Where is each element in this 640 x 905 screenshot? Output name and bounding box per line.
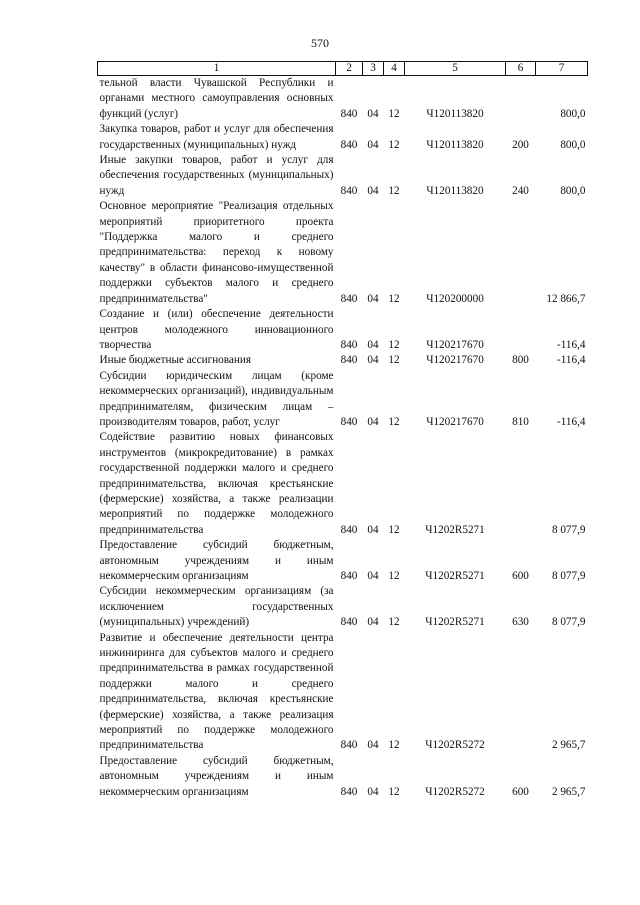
section-code: 04 (367, 415, 379, 428)
amount: 8 077,9 (551, 570, 586, 582)
table-row (98, 584, 588, 630)
section-code: 04 (367, 570, 379, 582)
ministry-code: 840 (340, 570, 358, 582)
page-number: 570 (311, 36, 329, 50)
expense-type-code: 600 (512, 570, 529, 582)
expense-type-code: 630 (512, 616, 529, 629)
subsection-code: 12 (388, 415, 400, 428)
table-row (98, 199, 588, 307)
target-article-code: Ч1202R5271 (425, 523, 485, 536)
amount: 800,0 (560, 138, 586, 151)
ministry-code: 840 (340, 523, 358, 536)
column-header-4: 4 (384, 62, 405, 76)
row-description: Создание и (или) обеспечение деятельности центров молодежного инновационного творчества (99, 308, 334, 351)
target-article-code: Ч1202R5271 (425, 570, 485, 582)
table-row (98, 76, 588, 123)
row-description: Закупка товаров, работ и услуг для обеспечения государственных (муниципальных) нужд (99, 123, 334, 151)
row-description: Содействие развитию новых финансовых инструментов (микрокредитование) в рамках государственной поддержки малого и среднего предпринимательства, включая крестьянские (фермерские) хозяйства, а также реализации мероприятий по поддержке молодежного предпринимательства (99, 431, 334, 536)
column-header-6: 6 (506, 62, 536, 76)
expense-type-code: 200 (512, 138, 529, 151)
ministry-code: 840 (340, 292, 358, 305)
table-body (98, 76, 588, 801)
subsection-code: 12 (388, 570, 400, 582)
ministry-code: 840 (340, 138, 358, 151)
subsection-code: 12 (388, 292, 400, 305)
column-header-2: 2 (336, 62, 363, 76)
expense-type-code (506, 307, 536, 353)
expense-type-code (506, 76, 536, 123)
target-article-code: Ч120200000 (426, 292, 484, 305)
table-row (98, 538, 588, 584)
section-code: 04 (367, 739, 379, 752)
column-header-5: 5 (405, 62, 506, 76)
table-row (98, 369, 588, 431)
amount: 8 077,9 (551, 616, 586, 629)
amount: 2 965,7 (551, 785, 586, 798)
table-row (98, 122, 588, 153)
subsection-code: 12 (388, 616, 400, 629)
subsection-code: 12 (388, 523, 400, 536)
table-row (98, 153, 588, 199)
amount: 12 866,7 (546, 292, 586, 305)
section-code: 04 (367, 616, 379, 629)
section-code: 04 (367, 184, 379, 197)
ministry-code: 840 (340, 415, 358, 428)
amount: 800,0 (560, 107, 586, 120)
table-row (98, 353, 588, 368)
column-header-3: 3 (363, 62, 384, 76)
target-article-code: Ч1202R5272 (425, 739, 485, 752)
section-code: 04 (367, 785, 379, 798)
subsection-code: 12 (388, 785, 400, 798)
target-article-code: Ч120113820 (426, 107, 484, 120)
ministry-code: 840 (340, 739, 358, 752)
row-description: тельной власти Чувашской Республики и органами местного самоуправления основных функций (услуг) (99, 77, 334, 120)
ministry-code: 840 (340, 107, 358, 120)
row-description: Иные бюджетные ассигнования (99, 354, 251, 367)
table-row (98, 754, 588, 800)
ministry-code: 840 (340, 616, 358, 629)
expense-type-code: 800 (512, 354, 529, 367)
target-article-code: Ч120113820 (426, 184, 484, 197)
row-description: Основное мероприятие "Реализация отдельных мероприятий приоритетного проекта "Поддержка малого и среднего предпринимательства: переход к новому качеству" в области финансово-имущественной поддержки субъектов малого и среднего предпринимательства" (99, 200, 334, 305)
column-header-7: 7 (536, 62, 588, 76)
table-header (98, 62, 588, 76)
header-row (98, 62, 588, 76)
ministry-code: 840 (340, 184, 358, 197)
target-article-code: Ч120113820 (426, 138, 484, 151)
expense-type-code (506, 430, 536, 538)
target-article-code: Ч120217670 (426, 338, 484, 351)
subsection-code: 12 (388, 107, 400, 120)
row-description: Развитие и обеспечение деятельности центра инжиниринга для субъектов малого и среднего предпринимательства в рамках государственной поддержки малого и среднего предпринимательства, включая крестьянские (фермерские) хозяйства, а также реализация мероприятий по поддержке молодежного предпринимательства (99, 631, 334, 752)
expense-type-code: 810 (512, 415, 529, 428)
amount: 8 077,9 (551, 523, 586, 536)
amount: -116,4 (557, 338, 586, 351)
subsection-code: 12 (388, 184, 400, 197)
target-article-code: Ч1202R5271 (425, 616, 485, 629)
amount: 2 965,7 (551, 739, 586, 752)
section-code: 04 (367, 292, 379, 305)
section-code: 04 (367, 338, 379, 351)
target-article-code: Ч120217670 (426, 354, 484, 367)
section-code: 04 (367, 138, 379, 151)
column-header-1: 1 (98, 62, 336, 76)
row-description: Предоставление субсидий бюджетным, автономным учреждениям и иным некоммерческим организациям (99, 754, 334, 798)
table-row (98, 307, 588, 353)
section-code: 04 (367, 523, 379, 536)
row-description: Предоставление субсидий бюджетным, автономным учреждениям и иным некоммерческим организациям (99, 539, 334, 582)
expense-type-code (506, 631, 536, 754)
ministry-code: 840 (340, 785, 358, 798)
row-description: Иные закупки товаров, работ и услуг для обеспечения государственных (муниципальных) нужд (99, 154, 334, 197)
ministry-code: 840 (340, 354, 358, 367)
subsection-code: 12 (388, 739, 400, 752)
ministry-code: 840 (340, 338, 358, 351)
target-article-code: Ч120217670 (426, 415, 484, 428)
table-row (98, 430, 588, 538)
amount: 800,0 (560, 184, 586, 197)
subsection-code: 12 (388, 138, 400, 151)
budget-table (97, 61, 588, 800)
row-description: Субсидии юридическим лицам (кроме некоммерческих организаций), индивидуальным предпринимателям, физическим лицам – производителям товаров, работ, услуг (99, 369, 334, 428)
amount: -116,4 (557, 415, 586, 428)
amount: -116,4 (557, 354, 586, 367)
section-code: 04 (367, 107, 379, 120)
expense-type-code: 240 (512, 184, 529, 197)
expense-type-code (506, 199, 536, 307)
table-row (98, 631, 588, 754)
subsection-code: 12 (388, 338, 400, 351)
row-description: Субсидии некоммерческим организациям (за исключением государственных (муниципальных) учреждений) (99, 585, 334, 629)
subsection-code: 12 (388, 354, 400, 367)
target-article-code: Ч1202R5272 (425, 785, 485, 798)
section-code: 04 (367, 354, 379, 367)
expense-type-code: 600 (512, 785, 529, 798)
